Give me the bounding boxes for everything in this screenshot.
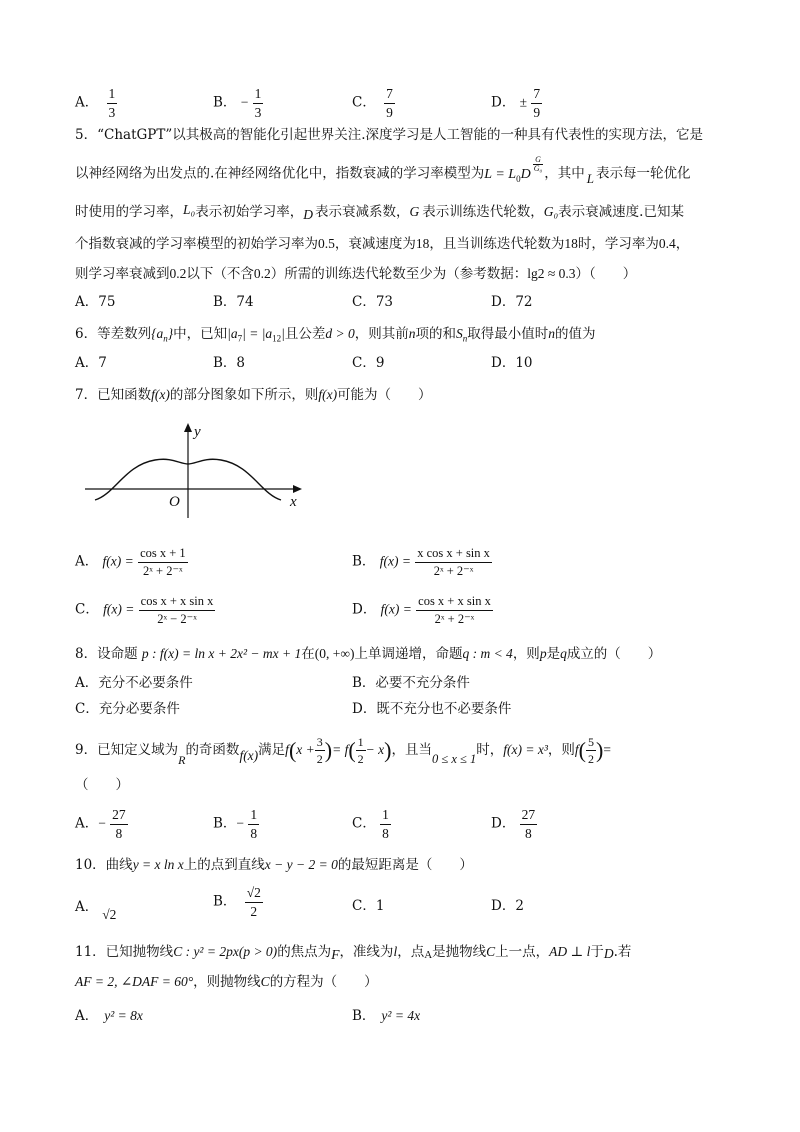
var-l: l: [393, 944, 398, 959]
q4-option-c[interactable]: [352, 87, 395, 119]
text: 上的点到直线: [183, 857, 265, 873]
numerator: √2: [245, 886, 263, 903]
function-lhs: f(x) =: [379, 553, 411, 569]
condition: AF = 2, ∠DAF = 60°: [75, 974, 194, 989]
text: ，且当: [391, 742, 432, 758]
text: 表示衰减速度.已知某: [558, 204, 684, 220]
f-symbol: f: [574, 742, 579, 757]
numerator: 27: [520, 808, 538, 825]
fraction: [531, 87, 542, 119]
sequence-end: }: [167, 326, 174, 341]
option-label: A．: [75, 553, 99, 570]
option-label: C．: [352, 294, 376, 310]
fraction: [110, 808, 128, 840]
equals: =: [603, 742, 611, 757]
denominator: 2ˣ + 2⁻ˣ: [433, 563, 474, 578]
option-label: B．: [213, 815, 237, 832]
option-label: D．: [491, 815, 516, 832]
value: 18: [415, 236, 430, 251]
condition: 0 ≤ x ≤ 1: [431, 752, 477, 766]
q5-option-b[interactable]: [213, 296, 254, 310]
q6-option-d[interactable]: [491, 357, 533, 371]
option-text: 充分不必要条件: [98, 675, 193, 691]
text: 的方程为（ ）: [269, 974, 378, 990]
text: 个指数衰减的学习率模型的初始学习率为: [75, 236, 318, 252]
denominator: 9: [386, 104, 393, 120]
numerator: 1: [253, 87, 264, 104]
option-text: 73: [375, 294, 394, 310]
text: ，准线为: [339, 944, 394, 960]
option-text: 74: [236, 294, 254, 310]
numerator: cos x + x sin x: [139, 595, 216, 611]
denominator: 3: [254, 104, 262, 120]
option-text: 7: [98, 355, 107, 371]
q10-option-d[interactable]: [491, 900, 524, 914]
option-label: C．: [352, 898, 376, 914]
fraction: [248, 808, 259, 840]
text: 以神经网络为出发点的.在神经网络优化中，指数衰减的学习率模型为: [75, 165, 485, 182]
numerator: x cos x + sin x: [415, 547, 492, 563]
text: ，则: [547, 742, 575, 758]
value: 0.4: [658, 236, 676, 251]
option-label: C．: [75, 701, 99, 717]
denominator: 8: [250, 825, 258, 841]
text: 表示每一轮优化: [596, 165, 691, 182]
option-label: A．: [75, 94, 99, 111]
option-label: D．: [491, 294, 516, 310]
text: 且公差: [284, 326, 326, 342]
text: 项的和: [415, 326, 457, 342]
denominator: 2: [316, 752, 323, 766]
text: 9．已知定义域为: [75, 742, 179, 758]
q8-stem: [75, 647, 661, 662]
option-label: B．: [213, 94, 237, 111]
option-text: 10: [515, 355, 533, 371]
denominator: 3: [108, 104, 116, 120]
function-lhs: f(x) =: [103, 601, 135, 617]
option-label: C．: [352, 815, 376, 832]
q6-option-b[interactable]: [213, 357, 245, 371]
subscript: 0: [516, 173, 521, 184]
fraction: [315, 736, 325, 765]
origin-label: O: [169, 494, 180, 510]
denominator: 2ˣ + 2⁻ˣ: [434, 611, 475, 626]
option-text: √2: [102, 907, 117, 922]
value: 0.2: [169, 266, 187, 281]
function-lhs: f(x) =: [380, 601, 412, 617]
option-label: D．: [352, 601, 377, 618]
var-d: D: [603, 946, 614, 961]
proposition-p: p : f(x) = ln x + 2x² − mx + 1: [141, 646, 302, 661]
option-label: B．: [352, 1008, 376, 1024]
q5-option-c[interactable]: [352, 296, 393, 310]
text: 在: [301, 646, 315, 662]
option-label: A．: [75, 675, 99, 691]
q7-option-c[interactable]: [75, 595, 215, 625]
text: ）所需的训练迭代轮数至少为（参考数据：: [270, 266, 528, 282]
denominator: 8: [115, 825, 123, 841]
text: 中，已知: [173, 326, 228, 342]
option-label: D．: [491, 94, 516, 111]
denominator: 8: [525, 825, 532, 841]
numerator: cos x + 1: [138, 547, 188, 563]
text: 8．设命题: [75, 646, 138, 662]
var-g0: G₀: [543, 204, 559, 219]
option-label: D．: [352, 701, 377, 717]
q10-option-c[interactable]: [352, 900, 384, 914]
var-n: n: [548, 326, 556, 341]
text: 表示训练迭代轮数，: [422, 204, 544, 220]
q9-option-c[interactable]: [352, 808, 391, 840]
y-axis-label: y: [194, 424, 201, 440]
sign: −: [240, 94, 249, 110]
abs-end: |: [281, 326, 285, 341]
fraction: [139, 595, 216, 625]
text: 时使用的学习率，: [75, 204, 183, 220]
fraction: [138, 547, 188, 577]
numerator: 5: [587, 735, 594, 749]
denominator: 9: [533, 104, 541, 120]
q4-option-a[interactable]: [75, 87, 117, 119]
numerator: 1: [380, 808, 391, 825]
sequence: {a: [151, 326, 164, 341]
text: 满足: [258, 742, 286, 758]
text: 时，学习率为: [577, 236, 659, 252]
value: 18: [564, 236, 578, 251]
option-label: B．: [213, 893, 237, 910]
function: f(x): [318, 387, 338, 402]
definition: f(x) = x³: [503, 742, 548, 757]
q8-option-a[interactable]: [75, 677, 193, 691]
denominator: 2: [357, 752, 364, 766]
option-label: B．: [213, 294, 237, 310]
option-text: y² = 4x: [381, 1008, 421, 1023]
text: 的值为: [555, 326, 596, 342]
text: 表示衰减系数，: [314, 204, 410, 220]
q5-option-a[interactable]: [75, 296, 115, 310]
option-label: A．: [75, 899, 99, 915]
condition: d > 0: [325, 326, 355, 341]
proposition-q: q : m < 4: [462, 646, 513, 661]
q5-line-3: [75, 202, 684, 222]
option-label: D．: [491, 355, 516, 371]
option-text: 既不充分也不必要条件: [376, 701, 512, 717]
fraction: [586, 736, 596, 765]
q7-option-b[interactable]: [352, 547, 492, 577]
value: 0.2: [253, 266, 271, 281]
text: 是抛物线: [432, 944, 487, 960]
sign: ±: [519, 94, 528, 110]
option-label: C．: [352, 355, 376, 371]
numerator: 1: [248, 808, 259, 825]
f-symbol: f: [285, 742, 289, 757]
reference-data: lg2 ≈ 0.3: [527, 266, 576, 281]
sign: −: [98, 815, 106, 831]
abs-a7: |a: [227, 326, 238, 341]
text: 10．曲线: [75, 857, 133, 873]
denominator: 2ˣ + 2⁻ˣ: [143, 563, 183, 578]
equals-f: = f: [332, 742, 349, 757]
exponent-fraction: [532, 156, 545, 173]
q6-option-c[interactable]: [352, 357, 384, 371]
numerator: cos x + x sin x: [416, 595, 493, 611]
text: 11．已知抛物线: [75, 944, 174, 960]
var-c: C: [260, 974, 270, 989]
q10-option-b[interactable]: [213, 886, 263, 918]
formula-base: D: [520, 166, 531, 182]
q4-option-d[interactable]: [491, 87, 542, 119]
var-a: A: [424, 949, 433, 961]
text: 的部分图象如下所示，则: [169, 387, 319, 403]
text: 取得最小值时: [467, 326, 549, 342]
q4-option-b[interactable]: [213, 87, 263, 119]
denominator: G₀: [533, 164, 543, 173]
subscript: 12: [272, 333, 282, 344]
var-p: p: [539, 646, 547, 661]
var-l: L: [586, 170, 594, 186]
text: ，点: [397, 944, 425, 960]
q8-option-d[interactable]: [352, 703, 511, 717]
text: ，则其前: [354, 326, 409, 342]
var-d: D: [303, 207, 313, 222]
q11-stem-line-2: [75, 975, 378, 990]
var-c: C: [486, 944, 496, 959]
sign: −: [236, 815, 245, 831]
text: 时，: [476, 742, 504, 758]
fraction: [384, 87, 395, 119]
fraction: [520, 808, 538, 840]
q9-option-b[interactable]: [213, 808, 259, 840]
var-n: n: [408, 326, 416, 341]
q5-line-4: [75, 237, 689, 252]
q10-stem: [75, 858, 473, 873]
denominator: 8: [382, 825, 389, 841]
q6-option-a[interactable]: [75, 357, 107, 371]
option-text: 2: [515, 898, 524, 914]
q7-option-d[interactable]: [352, 595, 493, 625]
decay-formula: [484, 155, 544, 184]
numerator: 1: [357, 735, 364, 749]
arg-x: − x: [365, 742, 385, 757]
text: 可能为（ ）: [337, 387, 432, 403]
perpendicular: AD ⊥ l: [549, 944, 591, 959]
numerator: 1: [107, 87, 118, 104]
option-label: A．: [75, 815, 99, 832]
option-label: A．: [75, 1008, 99, 1024]
fraction: [416, 595, 493, 625]
q5-line-1: 5．“ChatGPT”以其极高的智能化引起世界关注.深度学习是人工智能的一种具有代表性的实现方法，它是: [75, 127, 704, 143]
q9-option-d[interactable]: [491, 808, 537, 840]
var-f: F: [331, 947, 340, 962]
arg-x: x +: [296, 742, 315, 757]
curve: y = x ln x: [132, 857, 184, 872]
q9-stem: 9．已知定义域为R的奇函数f(x)满足f(x + $\frac{3}{2}$ )= f( $\frac{1}{2}$ − x)，且当0 ≤ x ≤ 1时，f(x) = x³，则f( $\frac{5}{2}$ )=: [75, 735, 611, 767]
option-text: 9: [375, 355, 385, 371]
var-s: S: [456, 326, 463, 341]
option-text: 1: [375, 898, 385, 914]
option-label: C．: [352, 94, 376, 111]
option-label: B．: [352, 675, 376, 691]
text: ，衰减速度为: [334, 236, 416, 252]
text: .若: [613, 944, 632, 960]
text: 的焦点为: [277, 944, 332, 960]
equals-abs: | = |a: [242, 326, 273, 341]
text: 的最短距离是（ ）: [337, 857, 473, 873]
denominator: 2: [587, 752, 594, 766]
text: ）（ ）: [575, 266, 637, 282]
x-axis-label: x: [290, 494, 297, 510]
numerator: 3: [316, 735, 323, 749]
text: 上单调递增，命题: [354, 646, 463, 662]
text: 以下（不含: [186, 266, 254, 282]
q5-line-5: [75, 267, 636, 282]
text: 成立的（ ）: [566, 646, 662, 662]
subscript: 7: [237, 333, 243, 344]
option-label: D．: [491, 898, 516, 914]
q11-option-b[interactable]: [352, 1009, 420, 1024]
numerator: 7: [384, 87, 395, 104]
option-label: B．: [213, 355, 237, 371]
option-text: 必要不充分条件: [375, 675, 470, 691]
function-graph: [80, 420, 320, 525]
q10-option-a[interactable]: [75, 899, 117, 922]
text: ，且当训练迭代轮数为: [429, 236, 565, 252]
q8-option-c[interactable]: [75, 703, 180, 717]
text: ，则抛物线: [193, 974, 261, 990]
q5-line-2: [75, 155, 691, 186]
q5-option-d[interactable]: [491, 296, 533, 310]
text: ，其中: [544, 165, 585, 182]
subscript: n: [462, 333, 468, 344]
var-g: G: [409, 204, 420, 219]
formula-lhs: L = L: [484, 166, 517, 182]
q9-paren: （ ）: [75, 777, 129, 793]
fraction: [245, 886, 263, 918]
text: ，: [675, 236, 690, 252]
parabola-equation: C : y² = 2px(p > 0): [173, 944, 278, 959]
text: 的奇函数: [185, 742, 240, 758]
numerator: 27: [110, 808, 128, 825]
denominator: 2: [250, 903, 258, 919]
function-lhs: f(x) =: [102, 553, 134, 569]
option-label: A．: [75, 355, 99, 371]
text: ，则: [512, 646, 540, 662]
function: f(x): [151, 387, 170, 402]
text: 6．等差数列: [75, 326, 152, 342]
fraction: [415, 547, 492, 577]
y-axis-arrow-icon: [184, 423, 192, 432]
fraction: [253, 87, 264, 119]
q9-option-a[interactable]: [75, 808, 128, 840]
var-q: q: [560, 646, 567, 661]
q7-option-a[interactable]: [75, 547, 188, 577]
q7-stem: [75, 388, 432, 403]
option-text: y² = 8x: [104, 1008, 143, 1023]
x-axis-arrow-icon: [293, 485, 302, 493]
denominator: 2ˣ − 2⁻ˣ: [157, 611, 197, 626]
value: 0.5: [318, 236, 335, 251]
domain-r: R: [178, 753, 186, 767]
q6-stem: [75, 327, 596, 344]
q11-stem-line-1: [75, 945, 631, 960]
text: 7．已知函数: [75, 387, 152, 403]
option-label: B．: [352, 553, 376, 570]
text: 表示初始学习率，: [195, 204, 304, 220]
option-label: C．: [75, 601, 99, 618]
text: 是: [546, 646, 561, 662]
fraction: [107, 87, 118, 119]
numerator: 7: [531, 87, 542, 104]
option-text: 充分必要条件: [98, 701, 180, 717]
option-label: A．: [75, 294, 99, 310]
option-text: 72: [515, 294, 533, 310]
function: f(x): [239, 748, 259, 763]
text: 则学习率衰减到: [75, 266, 170, 282]
var-l0: L₀: [183, 202, 196, 217]
option-text: 8: [236, 355, 246, 371]
q8-option-b[interactable]: [352, 677, 470, 691]
fraction: [356, 736, 366, 765]
interval: (0, +∞): [314, 646, 355, 661]
numerator: G: [535, 155, 541, 164]
fraction: [380, 808, 391, 840]
text: 上一点，: [495, 944, 550, 960]
q11-option-a[interactable]: [75, 1009, 143, 1024]
subscript: n: [163, 333, 168, 344]
line-equation: x − y − 2 = 0: [264, 857, 338, 872]
text: 于: [590, 944, 604, 960]
option-text: 75: [98, 294, 116, 310]
